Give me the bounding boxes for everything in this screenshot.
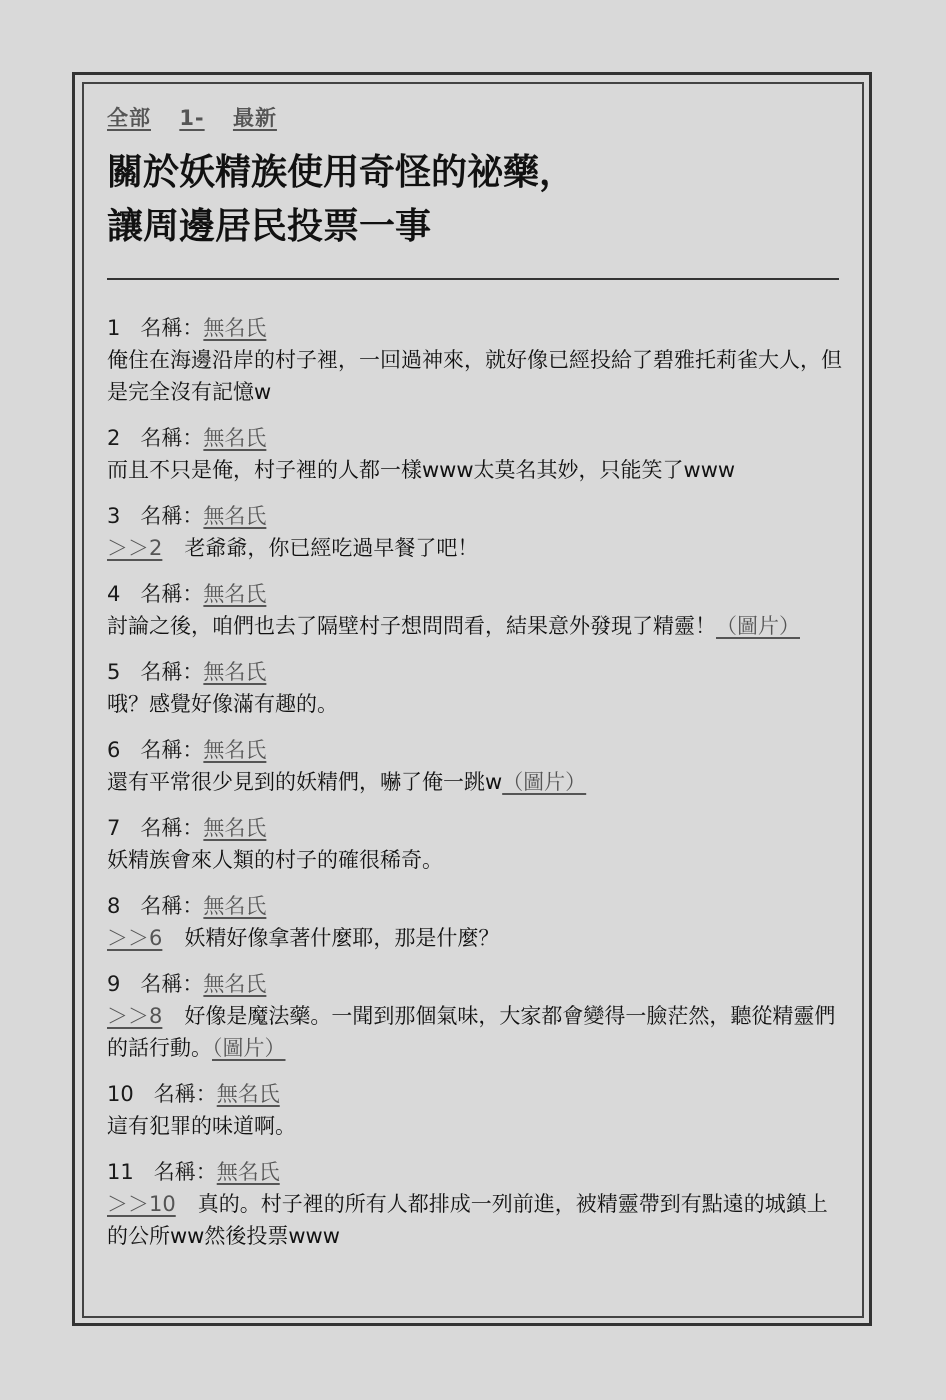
post-body (107, 610, 843, 642)
post-number: 6 (107, 738, 121, 762)
post-text: 妖精族會來人類的村子的確很稀奇。 (107, 848, 443, 872)
author-link[interactable]: 無名氏 (216, 1160, 280, 1184)
post-text: 而且不只是俺，村子裡的人都一樣www太莫名其妙，只能笑了www (107, 458, 736, 482)
post-text: 好像是魔法藥。一聞到那個氣味，大家都會變得一臉茫然，聽從精靈們的話行動。 (107, 1004, 836, 1060)
post-text: 還有平常很少見到的妖精們，嚇了俺一跳w (107, 770, 503, 794)
post-number: 10 (107, 1082, 134, 1106)
post-body (107, 844, 843, 876)
post-number: 1 (107, 316, 121, 340)
post-item (107, 890, 843, 954)
post-header (107, 968, 843, 1000)
post-header (107, 1156, 843, 1188)
name-label: 名稱： (140, 738, 204, 762)
nav-range-link[interactable]: 1- (179, 106, 205, 130)
post-number: 2 (107, 426, 121, 450)
name-label: 名稱： (140, 894, 204, 918)
post-header (107, 1078, 843, 1110)
nav-latest-link[interactable]: 最新 (232, 106, 277, 130)
post-header (107, 734, 843, 766)
post-item (107, 312, 843, 408)
post-text: 哦？感覺好像滿有趣的。 (107, 692, 338, 716)
reply-anchor-link[interactable]: ＞＞10 (107, 1192, 176, 1216)
author-link[interactable]: 無名氏 (203, 426, 267, 450)
post-number: 11 (107, 1160, 134, 1184)
post-header (107, 422, 843, 454)
thread-nav (107, 102, 843, 132)
post-number: 3 (107, 504, 121, 528)
post-body (107, 766, 843, 798)
author-link[interactable]: 無名氏 (203, 972, 267, 996)
post-list (107, 312, 843, 1252)
post-item (107, 812, 843, 876)
thread-page (107, 100, 843, 1266)
post-header (107, 890, 843, 922)
post-body (107, 1188, 843, 1252)
post-header (107, 812, 843, 844)
image-link[interactable]: （圖片） (212, 1036, 286, 1060)
post-item (107, 734, 843, 798)
thread-title-line-2: 讓周邊居民投票一事 (107, 206, 432, 247)
thread-title (107, 146, 843, 254)
author-link[interactable]: 無名氏 (203, 504, 267, 528)
post-item (107, 578, 843, 642)
post-item (107, 500, 843, 564)
post-header (107, 500, 843, 532)
post-number: 8 (107, 894, 121, 918)
post-body (107, 344, 843, 408)
author-link[interactable]: 無名氏 (203, 582, 267, 606)
post-text: 妖精好像拿著什麼耶，那是什麼？ (184, 926, 500, 950)
name-label: 名稱： (153, 1160, 217, 1184)
post-body (107, 1110, 843, 1142)
name-label: 名稱： (140, 582, 204, 606)
thread-title-line-1: 關於妖精族使用奇怪的祕藥， (107, 152, 576, 193)
name-label: 名稱： (153, 1082, 217, 1106)
name-label: 名稱： (140, 426, 204, 450)
author-link[interactable]: 無名氏 (216, 1082, 280, 1106)
title-divider (107, 278, 839, 280)
name-label: 名稱： (140, 972, 204, 996)
reply-anchor-link[interactable]: ＞＞6 (107, 926, 163, 950)
post-text: 俺住在海邊沿岸的村子裡，一回過神來，就好像已經投給了碧雅托莉雀大人，但是完全沒有記憶w (107, 348, 842, 404)
post-text: 這有犯罪的味道啊。 (107, 1114, 296, 1138)
post-header (107, 312, 843, 344)
post-item (107, 422, 843, 486)
post-number: 4 (107, 582, 121, 606)
post-number: 7 (107, 816, 121, 840)
author-link[interactable]: 無名氏 (203, 894, 267, 918)
post-item (107, 656, 843, 720)
name-label: 名稱： (140, 660, 204, 684)
post-body (107, 1000, 843, 1064)
reply-anchor-link[interactable]: ＞＞8 (107, 1004, 163, 1028)
post-text: 討論之後，咱們也去了隔壁村子想問問看，結果意外發現了精靈！ (107, 614, 716, 638)
post-body (107, 454, 843, 486)
name-label: 名稱： (140, 816, 204, 840)
image-link[interactable]: （圖片） (716, 614, 800, 638)
author-link[interactable]: 無名氏 (203, 660, 267, 684)
name-label: 名稱： (140, 316, 204, 340)
author-link[interactable]: 無名氏 (203, 316, 267, 340)
nav-all-link[interactable]: 全部 (107, 106, 151, 130)
post-number: 5 (107, 660, 121, 684)
post-item (107, 968, 843, 1064)
author-link[interactable]: 無名氏 (203, 816, 267, 840)
post-number: 9 (107, 972, 121, 996)
post-body (107, 532, 843, 564)
post-item (107, 1156, 843, 1252)
author-link[interactable]: 無名氏 (203, 738, 267, 762)
post-text: 老爺爺，你已經吃過早餐了吧！ (184, 536, 479, 560)
post-text: 真的。村子裡的所有人都排成一列前進，被精靈帶到有點遠的城鎮上的公所ww然後投票www (107, 1192, 828, 1248)
image-link[interactable]: （圖片） (502, 770, 587, 794)
name-label: 名稱： (140, 504, 204, 528)
post-header (107, 656, 843, 688)
post-body (107, 922, 843, 954)
post-header (107, 578, 843, 610)
post-item (107, 1078, 843, 1142)
reply-anchor-link[interactable]: ＞＞2 (107, 536, 163, 560)
post-body (107, 688, 843, 720)
